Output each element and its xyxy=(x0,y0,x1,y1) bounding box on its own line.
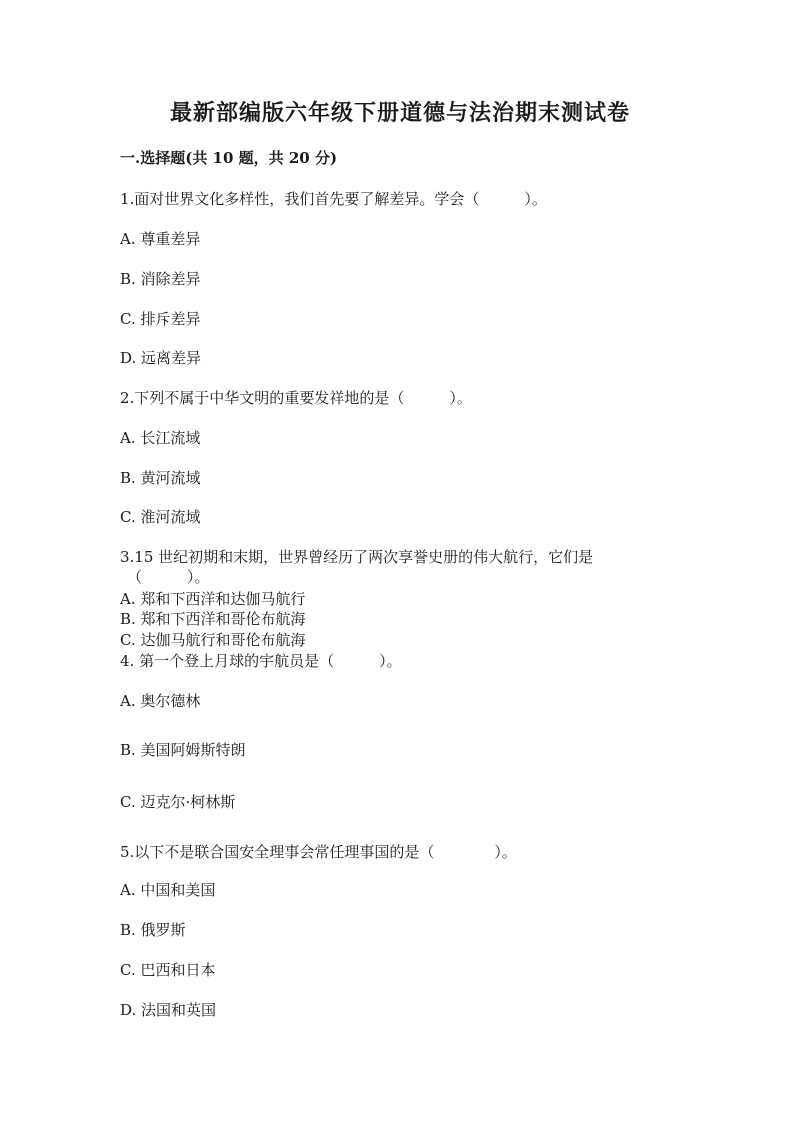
question-3-stem: 3.15 世纪初期和末期，世界曾经历了两次享誉史册的伟大航行，它们是 xyxy=(120,548,594,566)
question-3-option-a: A. 郑和下西洋和达伽马航行 xyxy=(120,590,306,608)
question-5-option-d: D. 法国和英国 xyxy=(120,1001,217,1019)
question-4-stem: 4. 第一个登上月球的宇航员是（ ）。 xyxy=(120,652,402,670)
question-2-option-c: C. 淮河流域 xyxy=(120,508,201,526)
question-3-option-c: C. 达伽马航行和哥伦布航海 xyxy=(120,631,306,649)
question-3-stem-continuation: （ ）。 xyxy=(127,568,210,586)
question-1-option-c: C. 排斥差异 xyxy=(120,310,201,328)
question-4-option-a: A. 奥尔德林 xyxy=(120,692,201,710)
question-4-option-c: C. 迈克尔·柯林斯 xyxy=(120,793,236,811)
question-3-option-b: B. 郑和下西洋和哥伦布航海 xyxy=(120,610,306,628)
exam-title: 最新部编版六年级下册道德与法治期末测试卷 xyxy=(169,100,630,126)
question-1-stem: 1.面对世界文化多样性，我们首先要了解差异。学会（ ）。 xyxy=(120,190,547,208)
question-5-stem: 5.以下不是联合国安全理事会常任理事国的是（ ）。 xyxy=(120,843,517,861)
question-5-option-a: A. 中国和美国 xyxy=(120,881,216,899)
section-heading: 一.选择题(共 10 题，共 20 分) xyxy=(120,149,338,167)
question-2-option-a: A. 长江流域 xyxy=(120,429,201,447)
question-5-option-c: C. 巴西和日本 xyxy=(120,961,216,979)
question-1-option-d: D. 远离差异 xyxy=(120,349,202,367)
question-2-option-b: B. 黄河流域 xyxy=(120,469,201,487)
question-1-option-a: A. 尊重差异 xyxy=(120,230,201,248)
question-1-option-b: B. 消除差异 xyxy=(120,270,201,288)
question-2-stem: 2.下列不属于中华文明的重要发祥地的是（ ）。 xyxy=(120,389,472,407)
question-5-option-b: B. 俄罗斯 xyxy=(120,921,186,939)
question-4-option-b: B. 美国阿姆斯特朗 xyxy=(120,741,246,759)
